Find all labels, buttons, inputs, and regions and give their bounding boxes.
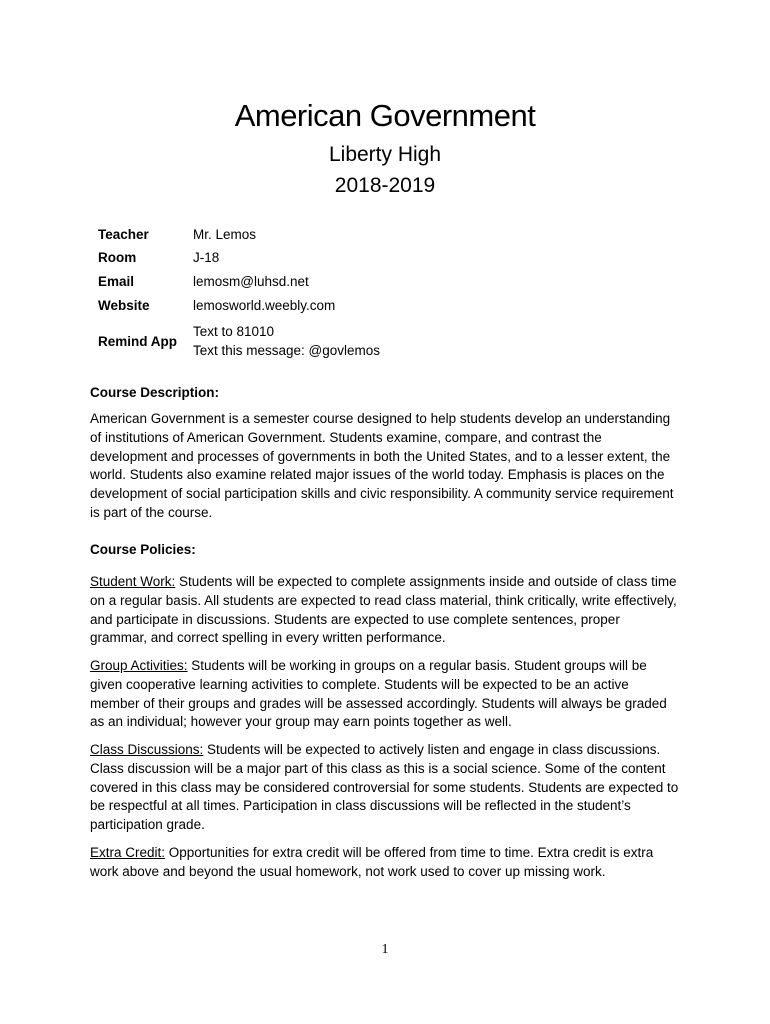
teacher-info-table (98, 222, 380, 363)
course-policies-heading: Course Policies: (90, 542, 196, 557)
info-row-remind-app (98, 319, 380, 363)
school-name: Liberty High (328, 143, 442, 166)
policy-term-extra-credit: Extra Credit: (90, 845, 166, 860)
info-value-website: lemosworld.weebly.com (193, 297, 336, 313)
policy-term-student-work: Student Work: (90, 574, 176, 589)
policy-class-discussions (90, 741, 680, 835)
info-label-teacher: Teacher (98, 226, 149, 242)
info-row-email (98, 269, 380, 293)
remind-line-2: Text this message: @govlemos (193, 343, 381, 358)
document-title: American Government (234, 98, 536, 133)
policy-text-group-activities: Students will be working in groups on a regular basis. Student groups will be given cooperative learning activities to complete. Students will be expected to be an active member of their groups and grades will be assessed accordingly. Students will always be graded as an individual; however your group may earn points together as well. (90, 658, 667, 730)
policy-extra-credit (90, 844, 680, 882)
info-value-remind-app (193, 322, 380, 360)
course-description-text: American Government is a semester course designed to help students develop an understanding of institutions of American Government. Students examine, compare, and contrast the development and processes of governments in both the United States, and to a lesser extent, the world. Students also examine related major issues of the world today. Emphasis is places on the development of social participation skills and civic responsibility. A community service requirement is part of the course. (90, 411, 674, 520)
policy-term-group-activities: Group Activities: (90, 658, 188, 673)
info-row-room (98, 246, 380, 269)
info-row-website (98, 293, 380, 317)
info-value-email: lemosm@luhsd.net (193, 273, 309, 289)
info-label-website: Website (98, 297, 150, 313)
policy-text-student-work: Students will be expected to complete assignments inside and outside of class time on a regular basis. All students are expected to read class material, think critically, write effectively, and participate in discussions. Students are expected to use complete sentences, proper grammar, and correct spelling in every written performance. (90, 574, 677, 646)
policy-term-class-discussions: Class Discussions: (90, 742, 204, 757)
info-value-teacher: Mr. Lemos (193, 226, 257, 242)
info-value-room: J-18 (193, 250, 220, 265)
info-label-remind-app: Remind App (98, 333, 177, 349)
page-number: 1 (381, 942, 389, 957)
info-label-room: Room (98, 250, 137, 265)
remind-line-1: Text to 81010 (193, 324, 275, 339)
info-label-email: Email (98, 273, 135, 289)
info-row-teacher (98, 222, 380, 246)
course-description-heading: Course Description: (90, 385, 220, 400)
policy-group-activities (90, 657, 680, 732)
school-year: 2018-2019 (334, 174, 436, 197)
policy-text-extra-credit: Opportunities for extra credit will be offered from time to time. Extra credit is extra work above and beyond the usual homework, not work used to cover up missing work. (90, 845, 654, 879)
policy-student-work (90, 573, 680, 648)
policy-text-class-discussions: Students will be expected to actively listen and engage in class discussions. Class discussion will be a major part of this class as this is a social science. Some of the content covered in this class may be considered controversial for some students. Students are expected to be respectful at all times. Participation in class discussions will be reflected in the student’s participation grade. (90, 742, 679, 833)
